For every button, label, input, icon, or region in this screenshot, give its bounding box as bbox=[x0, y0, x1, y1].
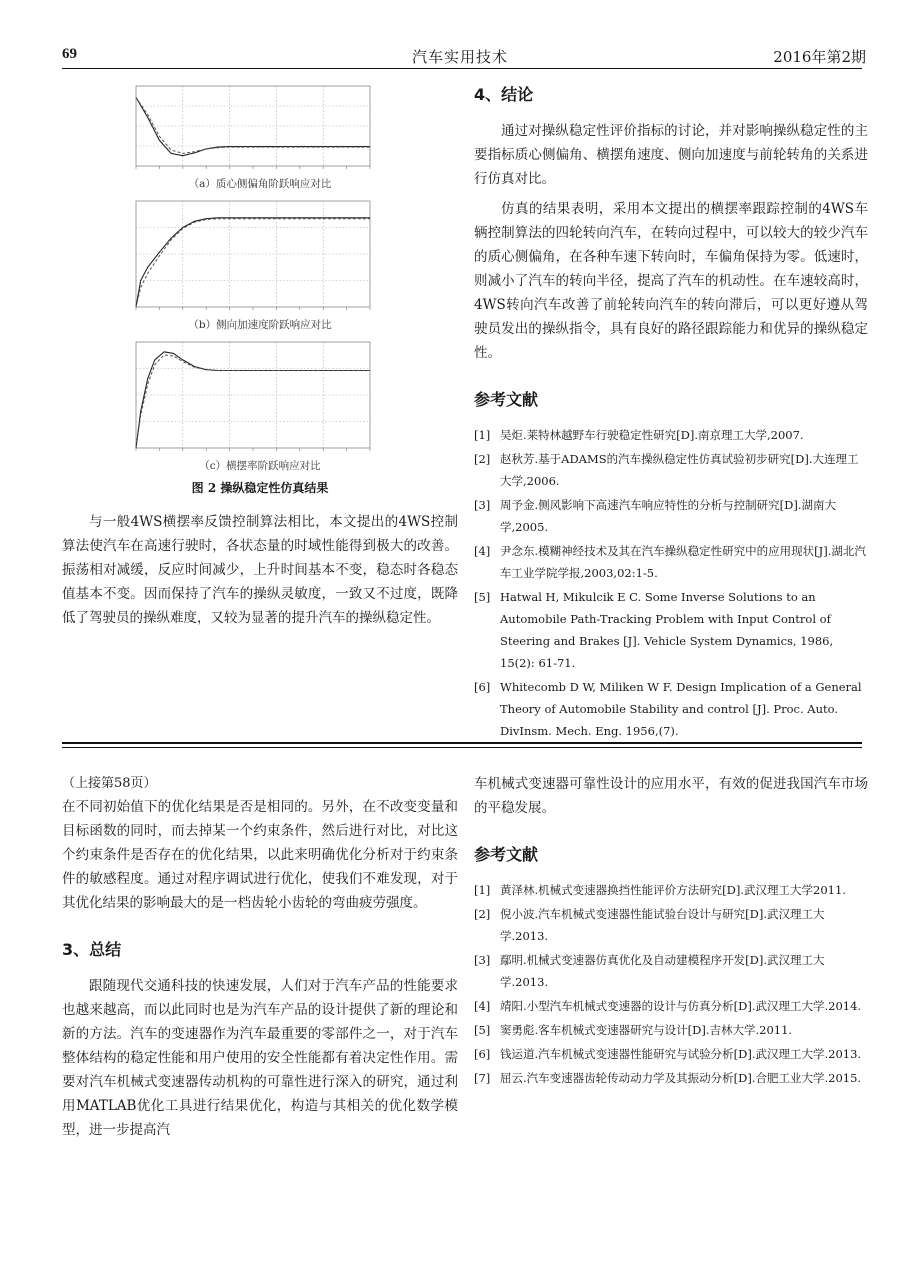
references-title: 参考文献 bbox=[474, 845, 539, 864]
reference-text: 屈云.汽车变速器齿轮传动动力学及其振动分析[D].合肥工业大学.2015. bbox=[500, 1071, 862, 1085]
reference-item bbox=[474, 676, 868, 742]
section-divider-thin bbox=[62, 747, 862, 748]
reference-number: [6] bbox=[474, 1047, 491, 1061]
figure-panel-a bbox=[62, 82, 458, 191]
reference-item bbox=[474, 424, 868, 446]
figure-panel-b bbox=[62, 197, 458, 332]
reference-text: 周予金.侧风影响下高速汽车响应特性的分析与控制研究[D].湖南大学,2005. bbox=[500, 498, 837, 534]
series-line-2 bbox=[136, 355, 370, 448]
right-column-top bbox=[474, 82, 868, 744]
series-line-1 bbox=[136, 218, 370, 307]
reference-number: [3] bbox=[474, 953, 491, 967]
reference-text: 尹念东.模糊神经技术及其在汽车操纵稳定性研究中的应用现状[J].湖北汽车工业学院学报,2003,02:1-5. bbox=[500, 544, 866, 580]
caption-c: （c）横摆率阶跃响应对比 bbox=[199, 460, 321, 472]
chart-b bbox=[124, 197, 374, 315]
body-paragraph: 通过对操纵稳定性评价指标的讨论，并对影响操纵稳定性的主要指标质心侧偏角、横摆角速度、侧向加速度与前轮转角的关系进行仿真对比。 bbox=[474, 123, 868, 187]
reference-number: [6] bbox=[474, 680, 491, 694]
header-rule bbox=[62, 68, 862, 69]
reference-text: 窦勇彪.客车机械式变速器研究与设计[D].吉林大学.2011. bbox=[500, 1023, 793, 1037]
reference-number: [5] bbox=[474, 1023, 491, 1037]
figure-caption: 图 2 操纵稳定性仿真结果 bbox=[191, 481, 329, 495]
body-paragraph: 与一般4WS横摆率反馈控制算法相比，本文提出的4WS控制算法使汽车在高速行驶时，各状态量的时域性能得到极大的改善。振荡相对减缓，反应时间减少，上升时间基本不变，稳态时各稳态值基本不变。因而保持了汽车的操纵灵敏度，一致又不过度，既降低了驾驶员的操纵难度，又较为显著的提升汽车的操纵稳定性。 bbox=[62, 514, 458, 626]
reference-text: 钱运道.汽车机械式变速器性能研究与试验分析[D].武汉理工大学.2013. bbox=[500, 1047, 862, 1061]
series-line-2 bbox=[136, 219, 370, 307]
reference-item bbox=[474, 995, 868, 1017]
reference-number: [2] bbox=[474, 907, 491, 921]
body-paragraph: 跟随现代交通科技的快速发展，人们对于汽车产品的性能要求也越来越高，而以此同时也是为汽车产品的设计提供了新的理论和新的方法。汽车的变速器作为汽车最重要的零部件之一，对于汽车整体结构的稳定性能和用户使用的安全性能都有着决定性作用。需要对汽车机械式变速器传动机构的可靠性进行深入的研究，通过利用MATLAB优化工具进行结果优化，构造与其相关的优化数学模型，进一步提高汽 bbox=[62, 978, 458, 1138]
chart-a bbox=[124, 82, 374, 174]
reference-number: [3] bbox=[474, 498, 491, 512]
reference-item bbox=[474, 949, 868, 993]
section-title-summary: 3、总结 bbox=[62, 940, 122, 959]
reference-item bbox=[474, 1043, 868, 1065]
body-paragraph: 仿真的结果表明，采用本文提出的横摆率跟踪控制的4WS车辆控制算法的四轮转向汽车，在转向过程中，可以较大的较少汽车的质心侧偏角，在各种车速下转向时，车偏角保持为零。低速时，则减小了汽车的转向半径，提高了汽车的机动性。在车速较高时，4WS转向汽车改善了前轮转向汽车的转向滞后，可以更好遵从驾驶员发出的操纵指令，具有良好的路径跟踪能力和优异的操纵稳定性。 bbox=[474, 201, 868, 361]
reference-item bbox=[474, 903, 868, 947]
reference-text: 黄泽林.机械式变速器换挡性能评价方法研究[D].武汉理工大学2011. bbox=[500, 883, 846, 897]
reference-number: [2] bbox=[474, 452, 491, 466]
reference-item bbox=[474, 494, 868, 538]
reference-item bbox=[474, 1067, 868, 1089]
reference-number: [4] bbox=[474, 544, 491, 558]
reference-number: [7] bbox=[474, 1071, 491, 1085]
section-divider-thick bbox=[62, 742, 862, 744]
reference-text: 吴炬.莱特林越野车行驶稳定性研究[D].南京理工大学,2007. bbox=[500, 428, 804, 442]
reference-item bbox=[474, 540, 868, 584]
journal-title: 汽车实用技术 bbox=[412, 48, 509, 66]
right-column-bottom bbox=[474, 772, 868, 1091]
left-column-top bbox=[62, 82, 458, 630]
reference-list bbox=[474, 879, 868, 1089]
reference-list bbox=[474, 424, 868, 742]
reference-item bbox=[474, 448, 868, 492]
page-number: 69 bbox=[62, 46, 77, 62]
reference-text: 倪小波.汽车机械式变速器性能试验台设计与研究[D].武汉理工大学.2013. bbox=[500, 907, 825, 943]
issue-label: 2016年第2期 bbox=[773, 48, 866, 66]
reference-number: [1] bbox=[474, 428, 491, 442]
series-line-1 bbox=[136, 352, 370, 448]
caption-a: （a）质心侧偏角阶跃响应对比 bbox=[188, 178, 332, 190]
section-title-conclusion: 4、结论 bbox=[474, 85, 534, 104]
left-column-bottom bbox=[62, 772, 458, 1142]
reference-text: 赵秋芳.基于ADAMS的汽车操纵稳定性仿真试验初步研究[D].大连理工大学,2006. bbox=[500, 452, 859, 488]
reference-item bbox=[474, 879, 868, 901]
figure-panel-c bbox=[62, 338, 458, 473]
reference-text: Whitecomb D W, Miliken W F. Design Implication of a General Theory of Automobile Stability and control [J]. Proc. Auto. DivInsm. Mech. Eng. 1956,(7). bbox=[500, 680, 862, 738]
reference-item bbox=[474, 1019, 868, 1041]
reference-text: 鄢明.机械式变速器仿真优化及自动建模程序开发[D].武汉理工大学.2013. bbox=[500, 953, 825, 989]
reference-number: [1] bbox=[474, 883, 491, 897]
caption-b: （b）侧向加速度阶跃响应对比 bbox=[188, 319, 332, 331]
body-paragraph: 在不同初始值下的优化结果是否是相同的。另外，在不改变变量和目标函数的同时，而去掉某一个约束条件，然后进行对比，对比这个约束条件是否存在的优化结果，以此来明确优化分析对于约束条件的敏感程度。通过对程序调试进行优化，使我们不难发现，对于其优化结果的影响最大的是一档齿轮小齿轮的弯曲疲劳强度。 bbox=[62, 799, 458, 911]
chart-c bbox=[124, 338, 374, 456]
body-paragraph: 车机械式变速器可靠性设计的应用水平，有效的促进我国汽车市场的平稳发展。 bbox=[474, 776, 868, 816]
references-title: 参考文献 bbox=[474, 390, 539, 409]
reference-number: [4] bbox=[474, 999, 491, 1013]
continued-note: （上接第58页） bbox=[62, 776, 157, 791]
reference-item bbox=[474, 586, 868, 674]
reference-text: Hatwal H, Mikulcik E C. Some Inverse Solutions to an Automobile Path-Tracking Problem with Input Control of Steering and Brakes [J]. Vehicle System Dynamics, 1986, 15(2): 61-71. bbox=[500, 590, 834, 670]
reference-number: [5] bbox=[474, 590, 491, 604]
reference-text: 靖阳.小型汽车机械式变速器的设计与仿真分析[D].武汉理工大学.2014. bbox=[500, 999, 862, 1013]
